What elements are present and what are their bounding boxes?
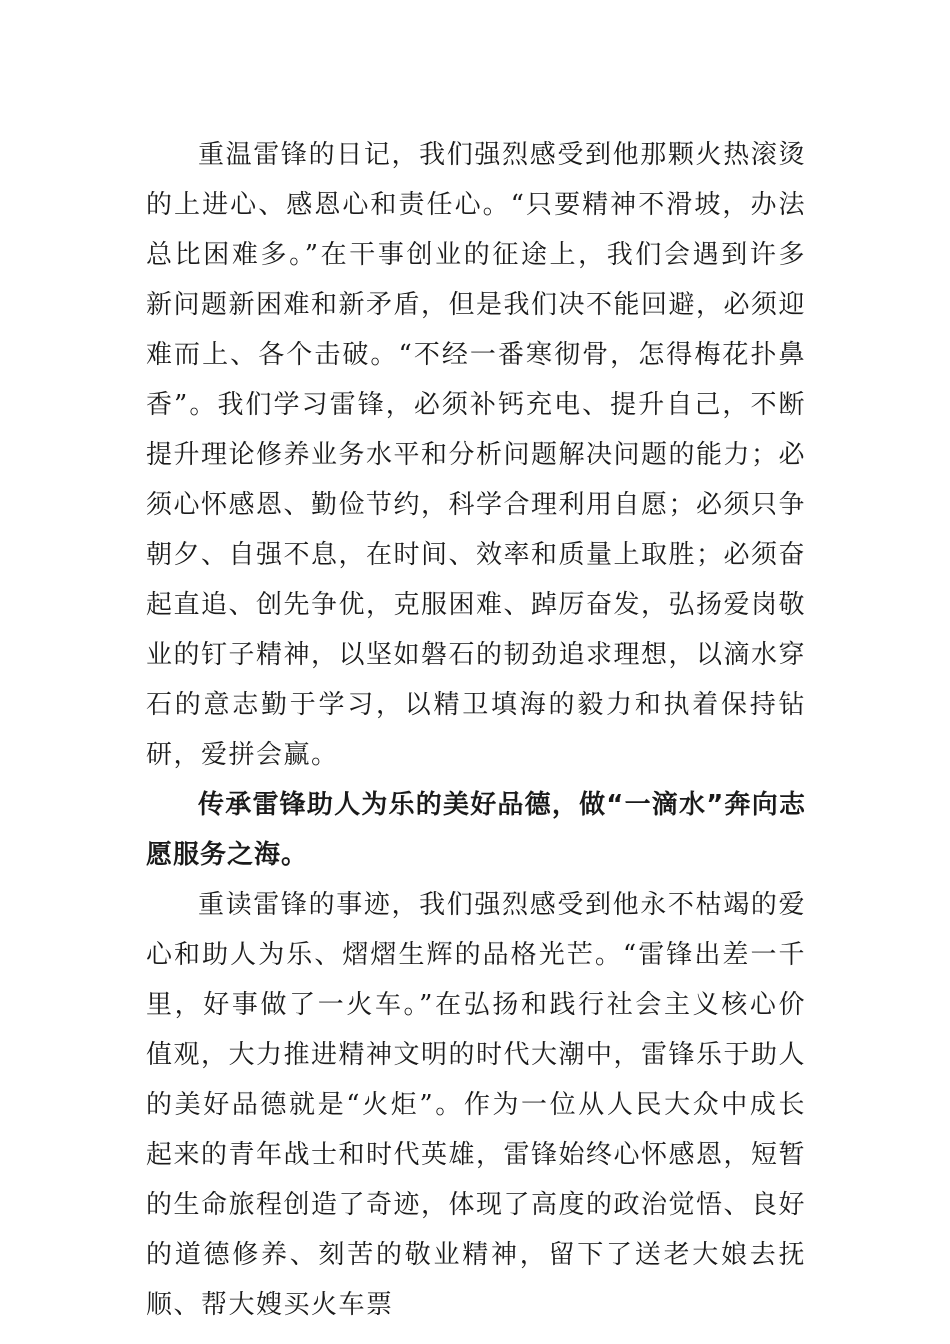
section-heading-helping-others: 传承雷锋助人为乐的美好品德，做“一滴水”奔向志愿服务之海。 — [146, 790, 806, 870]
paragraph-diary: 重温雷锋的日记，我们强烈感受到他那颗火热滚烫的上进心、感恩心和责任心。“只要精神不滑坡，办法总比困难多。”在干事创业的征途上，我们会遇到许多新问题新困难和新矛盾，但是我们决不能回避，必须迎难而上、各个击破。“不经一番寒彻骨，怎得梅花扑鼻香”。我们学习雷锋，必须补钙充电、提升自己，不断提升理论修养业务水平和分析问题解决问题的能力；必须心怀感恩、勤俭节约，科学合理利用自愿；必须只争朝夕、自强不息，在时间、效率和质量上取胜；必须奋起直追、创先争优，克服困难、踔厉奋发，弘扬爱岗敬业的钉子精神，以坚如磐石的韧劲追求理想，以滴水穿石的意志勤于学习，以精卫填海的毅力和执着保持钻研，爱拼会赢。 — [146, 140, 807, 770]
paragraph-deeds: 重读雷锋的事迹，我们强烈感受到他永不枯竭的爱心和助人为乐、熠熠生辉的品格光芒。“雷锋出差一千里，好事做了一火车。”在弘扬和践行社会主义核心价值观，大力推进精神文明的时代大潮中，雷锋乐于助人的美好品德就是“火炬”。作为一位从人民大众中成长起来的青年战士和时代英雄，雷锋始终心怀感恩，短暂的生命旅程创造了奇迹，体现了高度的政治觉悟、良好的道德修养、刻苦的敬业精神，留下了送老大娘去抚顺、帮大嫂买火车票 — [146, 890, 807, 1320]
document-page — [146, 130, 806, 1330]
